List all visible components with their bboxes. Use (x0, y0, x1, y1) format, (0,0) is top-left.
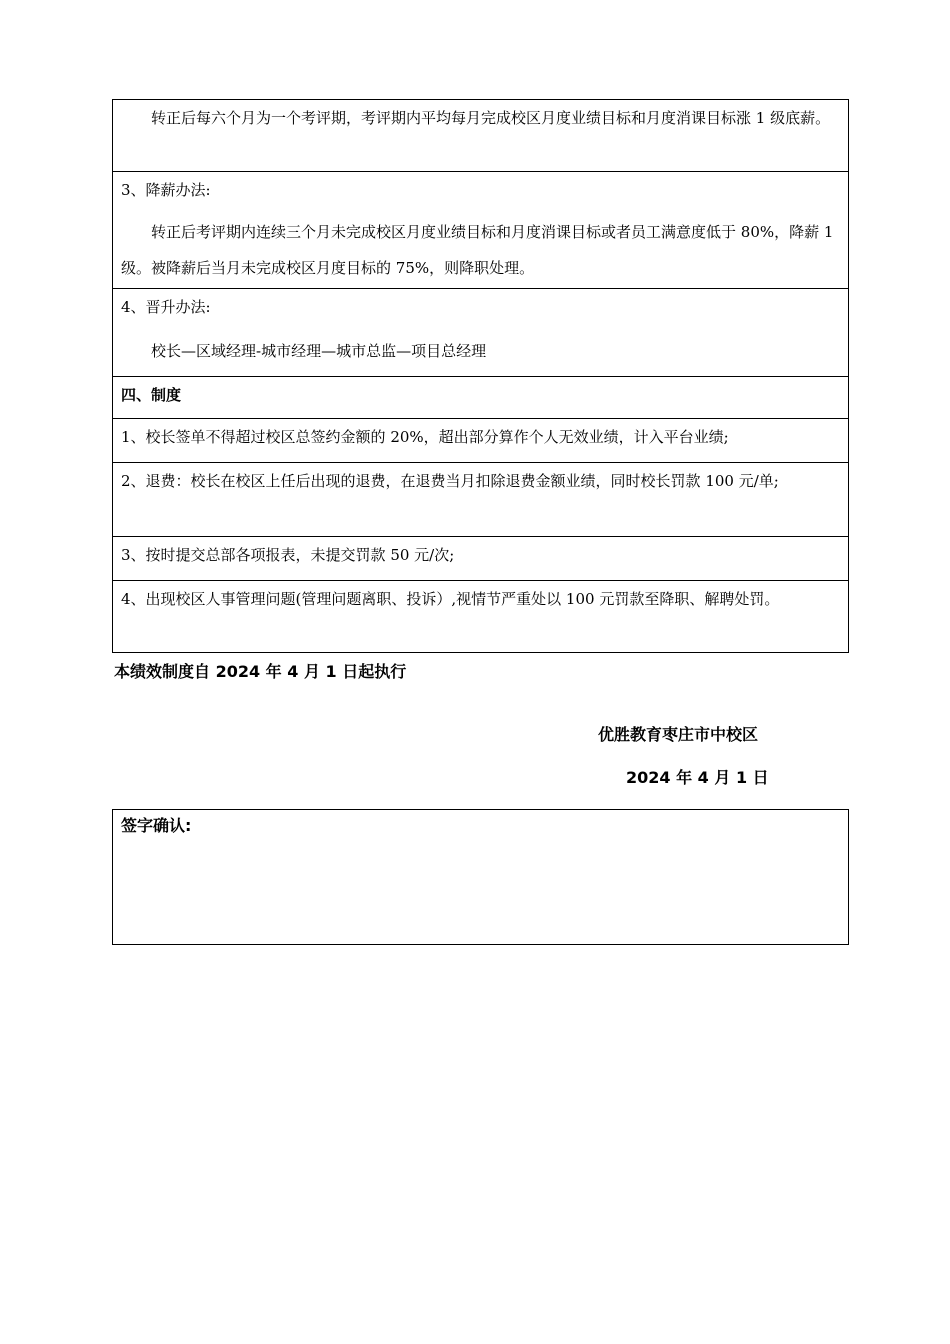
effective-statement: 本绩效制度自 2024 年 4 月 1 日起执行 (114, 662, 407, 681)
rule-3: 3、按时提交总部各项报表，未提交罚款 50 元/次; (113, 537, 849, 581)
promotion-cell (113, 289, 849, 377)
organization-name: 优胜教育枣庄市中校区 (598, 725, 759, 744)
promotion-path: 校长—区域经理-城市经理—城市总监—项目总经理 (151, 342, 487, 360)
raise-rule-cell (113, 100, 849, 172)
signature-box[interactable] (112, 809, 849, 945)
table-row (113, 172, 849, 289)
promotion-title: 4、晋升办法: (121, 298, 211, 316)
section-heading: 四、制度 (113, 377, 849, 419)
demotion-title: 3、降薪办法: (121, 181, 211, 199)
table-row (113, 581, 849, 653)
rule-2: 2、退费：校长在校区上任后出现的退费，在退费当月扣除退费金额业绩，同时校长罚款 100 元/单; (113, 463, 849, 537)
demotion-cell (113, 172, 849, 289)
table-row (113, 463, 849, 537)
demotion-text: 转正后考评期内连续三个月未完成校区月度业绩目标和月度消课目标或者员工满意度低于 80%，降薪 1 级。被降薪后当月未完成校区月度目标的 75%，则降职处理。 (121, 223, 834, 277)
table-row (113, 100, 849, 172)
rule-4: 4、出现校区人事管理问题(管理问题离职、投诉）,视情节严重处以 100 元罚款至降职、解聘处罚。 (113, 581, 849, 653)
table-row (113, 419, 849, 463)
rule-1: 1、校长签单不得超过校区总签约金额的 20%，超出部分算作个人无效业绩，计入平台业绩; (113, 419, 849, 463)
table-row (113, 289, 849, 377)
table-row (113, 537, 849, 581)
signature-label: 签字确认: (121, 816, 192, 835)
issue-date: 2024 年 4 月 1 日 (626, 768, 769, 787)
raise-rule-text: 转正后每六个月为一个考评期，考评期内平均每月完成校区月度业绩目标和月度消课目标涨 1 级底薪。 (151, 109, 831, 127)
policy-table (112, 99, 849, 653)
table-row (113, 377, 849, 419)
